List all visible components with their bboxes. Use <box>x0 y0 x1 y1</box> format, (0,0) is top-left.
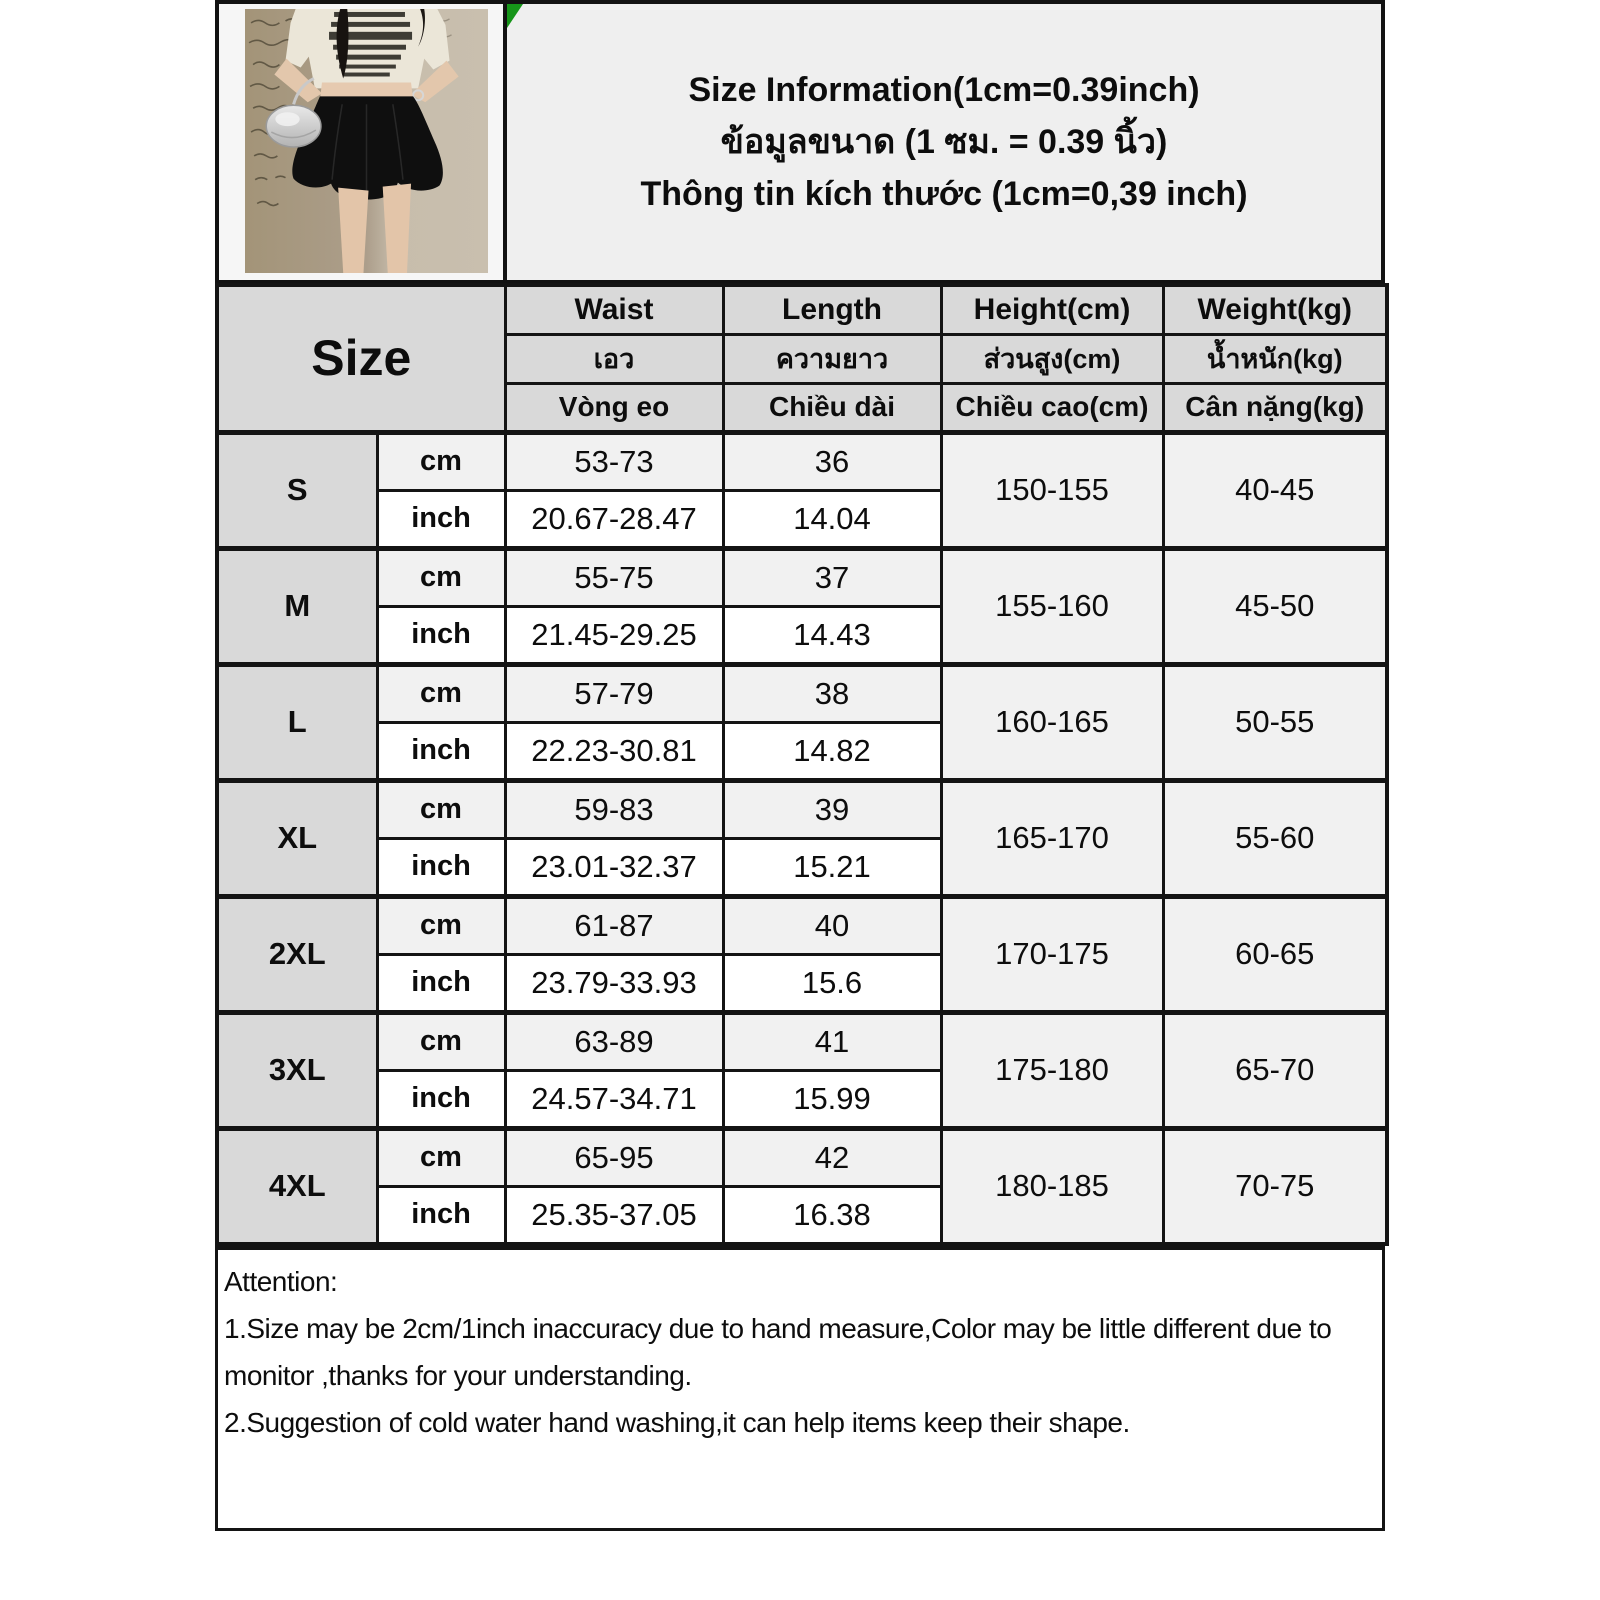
waist-cm-value: 65-95 <box>505 1128 723 1186</box>
size-label: XL <box>217 780 377 896</box>
page-title-en: Size Information(1cm=0.39inch) <box>688 71 1200 109</box>
length-header-th: ความยาว <box>723 334 941 383</box>
attention-note-1: 1.Size may be 2cm/1inch inaccuracy due to hand measure,Color may be little different due to monitor ,thanks for your understanding. <box>224 1313 1332 1391</box>
length-inch-value: 14.43 <box>723 606 941 664</box>
attention-heading: Attention: <box>224 1266 338 1297</box>
title-section <box>507 4 1381 280</box>
size-label: 2XL <box>217 896 377 1012</box>
height-value: 165-170 <box>941 780 1163 896</box>
product-photo <box>245 9 488 273</box>
table-row <box>217 664 1387 722</box>
size-label: 3XL <box>217 1012 377 1128</box>
unit-cm-label: cm <box>377 896 505 954</box>
shorts <box>292 96 443 199</box>
length-cm-value: 38 <box>723 664 941 722</box>
waist-inch-value: 21.45-29.25 <box>505 606 723 664</box>
height-value: 180-185 <box>941 1128 1163 1244</box>
table-row <box>217 548 1387 606</box>
unit-cm-label: cm <box>377 548 505 606</box>
waist-cm-value: 53-73 <box>505 432 723 490</box>
height-value: 150-155 <box>941 432 1163 548</box>
waist-inch-value: 23.79-33.93 <box>505 954 723 1012</box>
size-corner-header: Size <box>217 285 505 432</box>
unit-cm-label: cm <box>377 664 505 722</box>
weight-value: 55-60 <box>1163 780 1387 896</box>
length-cm-value: 39 <box>723 780 941 838</box>
weight-value: 50-55 <box>1163 664 1387 780</box>
unit-inch-label: inch <box>377 490 505 548</box>
weight-value: 65-70 <box>1163 1012 1387 1128</box>
waist-inch-value: 20.67-28.47 <box>505 490 723 548</box>
length-inch-value: 15.6 <box>723 954 941 1012</box>
waist-header-vi: Vòng eo <box>505 383 723 432</box>
length-cm-value: 37 <box>723 548 941 606</box>
unit-inch-label: inch <box>377 606 505 664</box>
length-cm-value: 40 <box>723 896 941 954</box>
green-corner-marker <box>507 4 523 28</box>
table-row <box>217 896 1387 954</box>
length-inch-value: 14.04 <box>723 490 941 548</box>
length-cm-value: 41 <box>723 1012 941 1070</box>
waist-cm-value: 61-87 <box>505 896 723 954</box>
unit-cm-label: cm <box>377 432 505 490</box>
table-row <box>217 1128 1387 1186</box>
waist-inch-value: 25.35-37.05 <box>505 1186 723 1244</box>
leg <box>338 188 368 273</box>
weight-header-th: น้ำหนัก(kg) <box>1163 334 1387 383</box>
waist-header-en: Waist <box>505 285 723 334</box>
height-value: 155-160 <box>941 548 1163 664</box>
unit-inch-label: inch <box>377 722 505 780</box>
waist-inch-value: 22.23-30.81 <box>505 722 723 780</box>
size-table <box>215 283 1389 1246</box>
weight-value: 40-45 <box>1163 432 1387 548</box>
unit-cm-label: cm <box>377 1128 505 1186</box>
waist-inch-value: 23.01-32.37 <box>505 838 723 896</box>
length-inch-value: 15.21 <box>723 838 941 896</box>
table-row <box>217 432 1387 490</box>
waist-cm-value: 55-75 <box>505 548 723 606</box>
length-header-vi: Chiều dài <box>723 383 941 432</box>
size-label: S <box>217 432 377 548</box>
page-title-vi: Thông tin kích thước (1cm=0,39 inch) <box>640 175 1248 213</box>
weight-header-en: Weight(kg) <box>1163 285 1387 334</box>
size-label: L <box>217 664 377 780</box>
waist-header-th: เอว <box>505 334 723 383</box>
unit-inch-label: inch <box>377 838 505 896</box>
length-inch-value: 16.38 <box>723 1186 941 1244</box>
weight-value: 60-65 <box>1163 896 1387 1012</box>
height-header-th: ส่วนสูง(cm) <box>941 334 1163 383</box>
weight-value: 70-75 <box>1163 1128 1387 1244</box>
height-value: 160-165 <box>941 664 1163 780</box>
table-row <box>217 780 1387 838</box>
top-section <box>215 0 1385 283</box>
unit-cm-label: cm <box>377 780 505 838</box>
length-header-en: Length <box>723 285 941 334</box>
waist-cm-value: 63-89 <box>505 1012 723 1070</box>
table-row <box>217 1012 1387 1070</box>
length-cm-value: 36 <box>723 432 941 490</box>
waist-cm-value: 59-83 <box>505 780 723 838</box>
attention-note-2: 2.Suggestion of cold water hand washing,it can help items keep their shape. <box>224 1407 1130 1438</box>
weight-value: 45-50 <box>1163 548 1387 664</box>
length-cm-value: 42 <box>723 1128 941 1186</box>
unit-inch-label: inch <box>377 1070 505 1128</box>
header-row-en <box>217 285 1387 334</box>
height-value: 175-180 <box>941 1012 1163 1128</box>
size-label: M <box>217 548 377 664</box>
product-photo-cell <box>219 4 507 280</box>
length-inch-value: 14.82 <box>723 722 941 780</box>
attention-box <box>215 1246 1385 1531</box>
unit-cm-label: cm <box>377 1012 505 1070</box>
size-label: 4XL <box>217 1128 377 1244</box>
unit-inch-label: inch <box>377 954 505 1012</box>
unit-inch-label: inch <box>377 1186 505 1244</box>
waist-cm-value: 57-79 <box>505 664 723 722</box>
height-header-vi: Chiều cao(cm) <box>941 383 1163 432</box>
waist-inch-value: 24.57-34.71 <box>505 1070 723 1128</box>
weight-header-vi: Cân nặng(kg) <box>1163 383 1387 432</box>
size-chart-content <box>215 0 1385 1531</box>
height-header-en: Height(cm) <box>941 285 1163 334</box>
height-value: 170-175 <box>941 896 1163 1012</box>
page-title-th: ข้อมูลขนาด (1 ซม. = 0.39 นิ้ว) <box>720 123 1168 161</box>
length-inch-value: 15.99 <box>723 1070 941 1128</box>
